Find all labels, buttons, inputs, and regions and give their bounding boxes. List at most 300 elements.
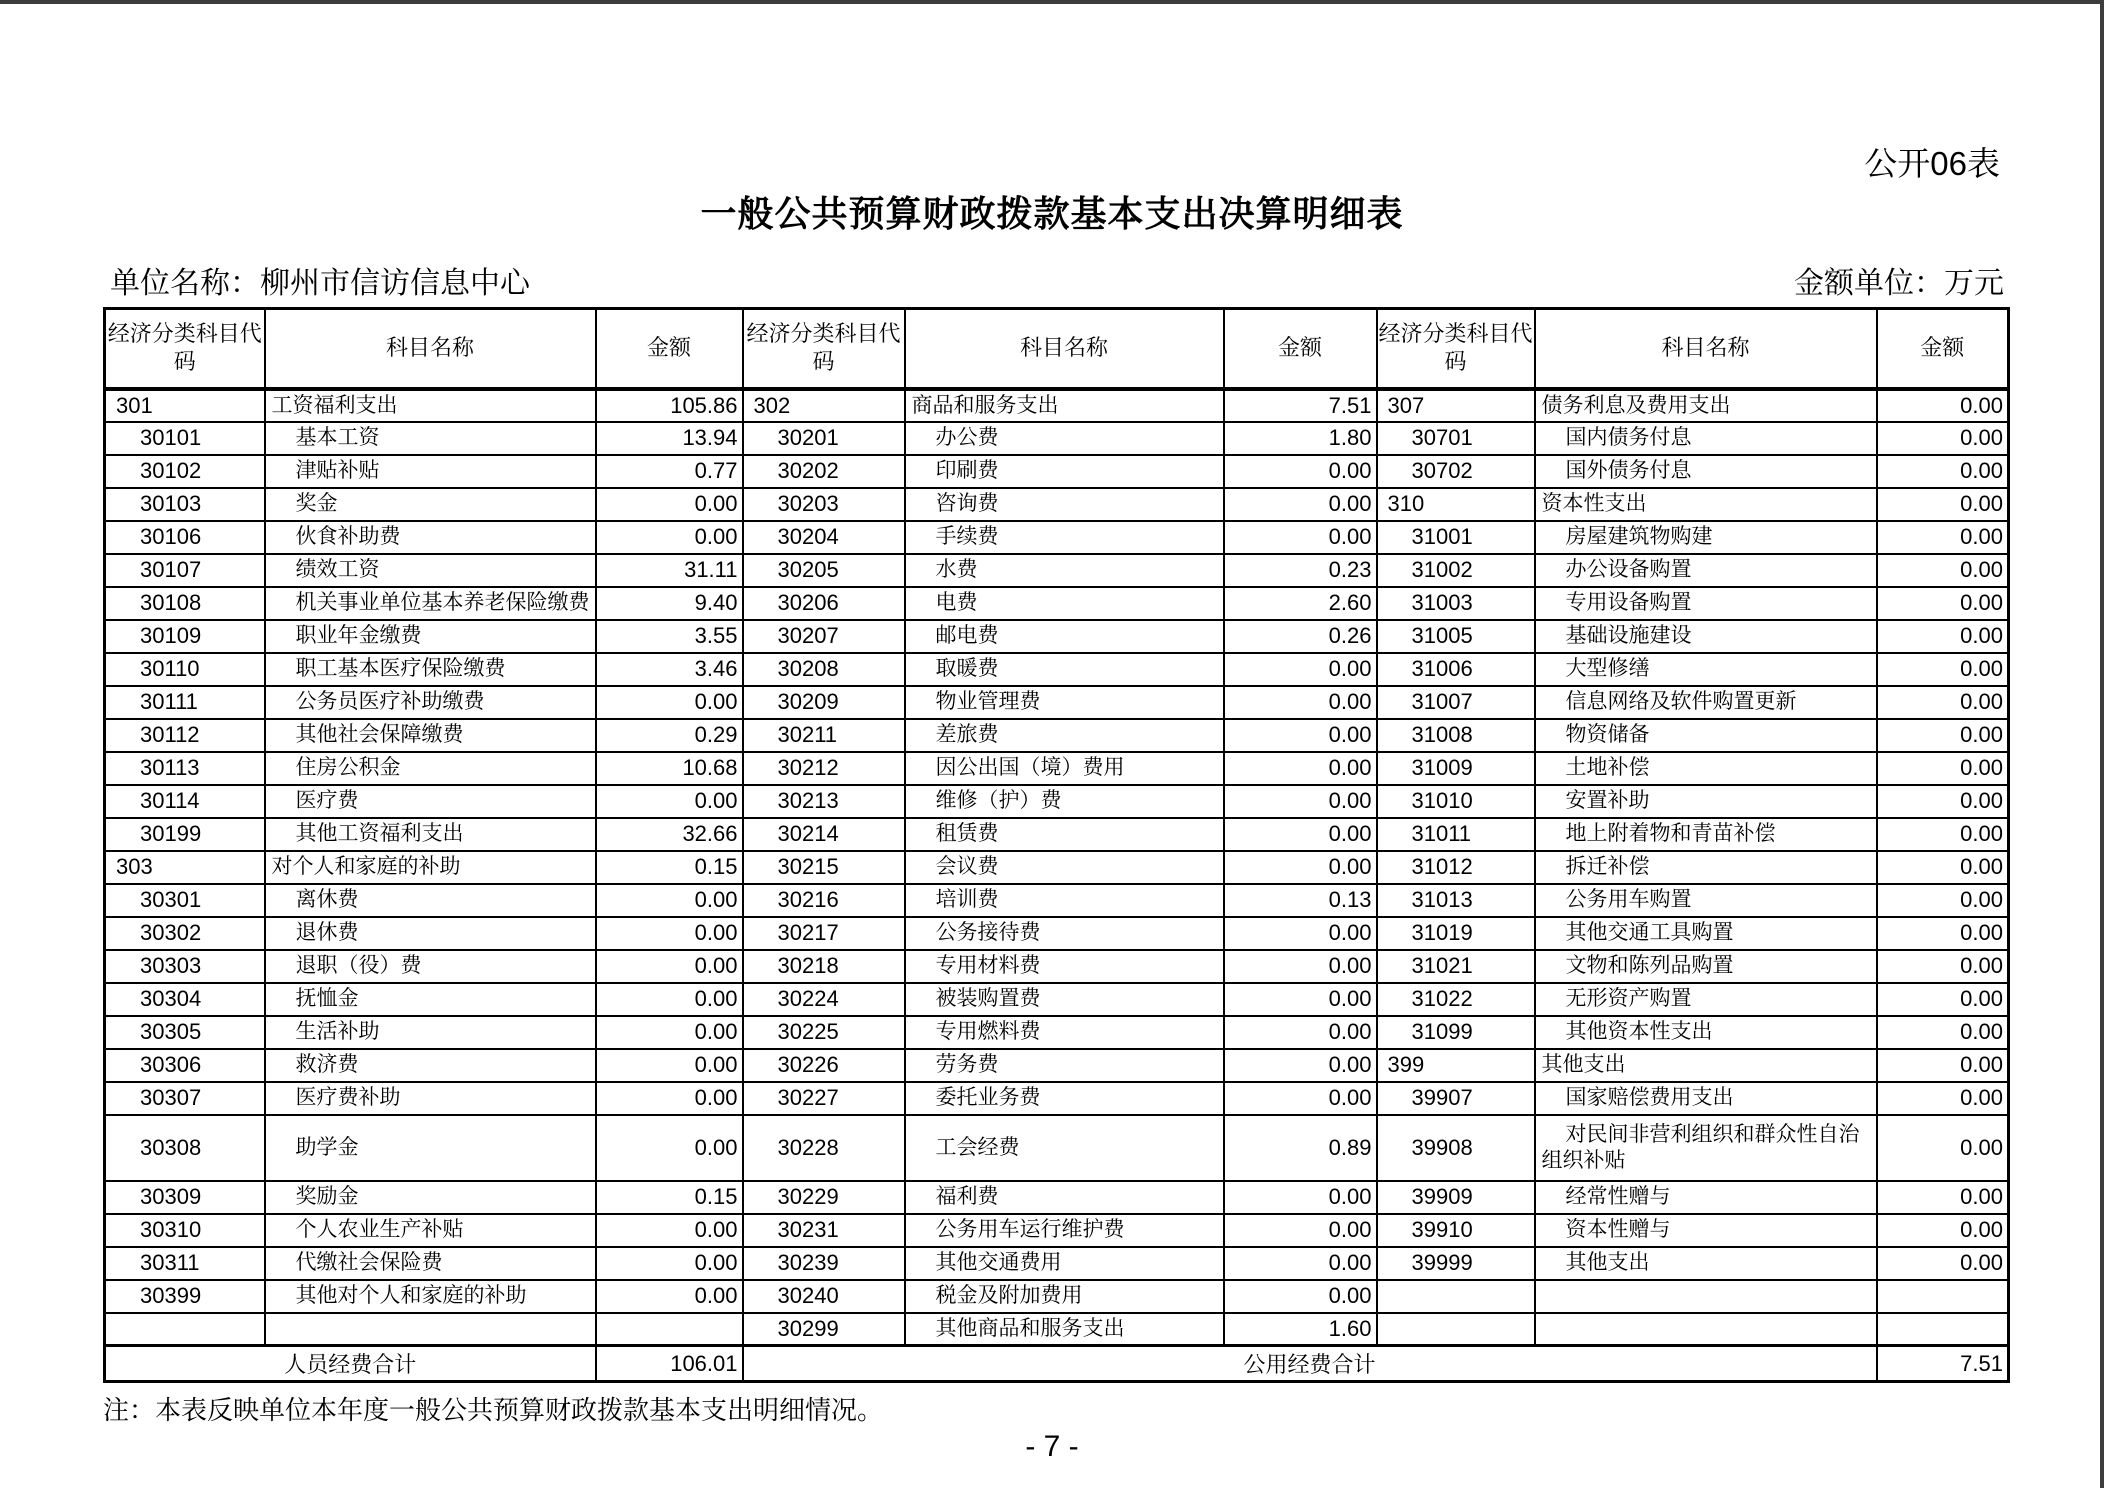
- amount-cell: 0.00: [1224, 818, 1377, 851]
- code-cell: 302: [743, 389, 905, 422]
- subject-name-cell: 住房公积金: [265, 752, 596, 785]
- amount-cell: 0.00: [596, 488, 743, 521]
- code-cell: 31013: [1377, 884, 1535, 917]
- subject-name-cell: 公务用车运行维护费: [905, 1214, 1224, 1247]
- subject-name-cell: 其他社会保障缴费: [265, 719, 596, 752]
- subject-name-cell: 土地补偿: [1535, 752, 1877, 785]
- header-code-col1: 经济分类科目代码: [105, 309, 265, 389]
- subject-name-cell: 对民间非营利组织和群众性自治组织补贴: [1535, 1115, 1877, 1181]
- subject-name-cell: 水费: [905, 554, 1224, 587]
- amount-cell: [596, 1313, 743, 1346]
- code-cell: 30199: [105, 818, 265, 851]
- code-cell: 30101: [105, 422, 265, 455]
- code-cell: 30204: [743, 521, 905, 554]
- subject-name-cell: 退职（役）费: [265, 950, 596, 983]
- code-cell: 31006: [1377, 653, 1535, 686]
- code-cell: 30701: [1377, 422, 1535, 455]
- table-row: [105, 1247, 2009, 1280]
- subject-name-cell: 因公出国（境）费用: [905, 752, 1224, 785]
- subject-name-cell: 无形资产购置: [1535, 983, 1877, 1016]
- subject-name-cell: 工资福利支出: [265, 389, 596, 422]
- amount-cell: 0.00: [596, 1247, 743, 1280]
- code-cell: 30112: [105, 719, 265, 752]
- header-code-col2: 经济分类科目代码: [743, 309, 905, 389]
- expenditure-detail-table: [103, 307, 2010, 1383]
- subject-name-cell: 手续费: [905, 521, 1224, 554]
- amount-cell: 0.00: [596, 1280, 743, 1313]
- amount-cell: 0.00: [1224, 1214, 1377, 1247]
- amount-cell: 0.00: [596, 521, 743, 554]
- subject-name-cell: 基础设施建设: [1535, 620, 1877, 653]
- subject-name-cell: 其他支出: [1535, 1049, 1877, 1082]
- code-cell: 30240: [743, 1280, 905, 1313]
- subject-name-cell: 津贴补贴: [265, 455, 596, 488]
- subject-name-cell: 公务接待费: [905, 917, 1224, 950]
- code-cell: 31010: [1377, 785, 1535, 818]
- subject-name-cell: 差旅费: [905, 719, 1224, 752]
- table-row: [105, 521, 2009, 554]
- code-cell: 30228: [743, 1115, 905, 1181]
- subject-name-cell: 专用设备购置: [1535, 587, 1877, 620]
- code-cell: 30114: [105, 785, 265, 818]
- amount-cell: 32.66: [596, 818, 743, 851]
- amount-cell: 0.00: [1877, 1082, 2009, 1115]
- table-total-row: [105, 1346, 2009, 1382]
- table-row: [105, 719, 2009, 752]
- amount-cell: 0.00: [1877, 917, 2009, 950]
- amount-cell: 3.46: [596, 653, 743, 686]
- amount-cell: 2.60: [1224, 587, 1377, 620]
- code-cell: 301: [105, 389, 265, 422]
- amount-cell: 0.00: [1224, 851, 1377, 884]
- subject-name-cell: 职业年金缴费: [265, 620, 596, 653]
- table-row: [105, 389, 2009, 422]
- subject-name-cell: [1535, 1280, 1877, 1313]
- code-cell: 30216: [743, 884, 905, 917]
- code-cell: 30308: [105, 1115, 265, 1181]
- amount-cell: 0.00: [1877, 455, 2009, 488]
- code-cell: 31009: [1377, 752, 1535, 785]
- table-row: [105, 950, 2009, 983]
- amount-cell: 0.00: [1224, 983, 1377, 1016]
- subject-name-cell: 职工基本医疗保险缴费: [265, 653, 596, 686]
- page-title: 一般公共预算财政拨款基本支出决算明细表: [700, 193, 1404, 234]
- code-cell: 30202: [743, 455, 905, 488]
- amount-cell: 0.00: [1877, 785, 2009, 818]
- code-cell: 31003: [1377, 587, 1535, 620]
- amount-cell: 0.00: [1224, 950, 1377, 983]
- header-amount-col3: 金额: [1877, 309, 2009, 389]
- amount-cell: 0.00: [1877, 950, 2009, 983]
- amount-unit-label: 金额单位：万元: [1794, 267, 2004, 300]
- subject-name-cell: 印刷费: [905, 455, 1224, 488]
- subject-name-cell: 国内债务付息: [1535, 422, 1877, 455]
- code-cell: 307: [1377, 389, 1535, 422]
- amount-cell: 0.00: [1224, 686, 1377, 719]
- subject-name-cell: 个人农业生产补贴: [265, 1214, 596, 1247]
- amount-cell: 0.00: [1224, 521, 1377, 554]
- subject-name-cell: 文物和陈列品购置: [1535, 950, 1877, 983]
- subject-name-cell: 资本性支出: [1535, 488, 1877, 521]
- amount-cell: 0.00: [596, 1049, 743, 1082]
- subject-name-cell: 电费: [905, 587, 1224, 620]
- personnel-total-amount: 106.01: [596, 1346, 743, 1382]
- table-row: [105, 1115, 2009, 1181]
- subject-name-cell: 医疗费: [265, 785, 596, 818]
- amount-cell: 0.00: [1224, 1016, 1377, 1049]
- subject-name-cell: 绩效工资: [265, 554, 596, 587]
- subject-name-cell: 邮电费: [905, 620, 1224, 653]
- code-cell: 30113: [105, 752, 265, 785]
- subject-name-cell: 其他交通工具购置: [1535, 917, 1877, 950]
- code-cell: 39908: [1377, 1115, 1535, 1181]
- code-cell: 39999: [1377, 1247, 1535, 1280]
- subject-name-cell: 代缴社会保险费: [265, 1247, 596, 1280]
- table-row: [105, 422, 2009, 455]
- amount-cell: 0.00: [1877, 884, 2009, 917]
- code-cell: 30206: [743, 587, 905, 620]
- amount-cell: 0.00: [1877, 1115, 2009, 1181]
- table-row: [105, 1016, 2009, 1049]
- amount-cell: 0.00: [1877, 620, 2009, 653]
- code-cell: 30304: [105, 983, 265, 1016]
- code-cell: 31011: [1377, 818, 1535, 851]
- code-cell: 31005: [1377, 620, 1535, 653]
- code-cell: 30109: [105, 620, 265, 653]
- subject-name-cell: 生活补助: [265, 1016, 596, 1049]
- subject-name-cell: 奖励金: [265, 1181, 596, 1214]
- amount-cell: 0.00: [1224, 1181, 1377, 1214]
- header-name-col2: 科目名称: [905, 309, 1224, 389]
- amount-cell: 0.00: [1877, 1181, 2009, 1214]
- code-cell: 30111: [105, 686, 265, 719]
- code-cell: 31012: [1377, 851, 1535, 884]
- amount-cell: 0.00: [1224, 1049, 1377, 1082]
- amount-cell: 0.00: [1877, 389, 2009, 422]
- code-cell: 30299: [743, 1313, 905, 1346]
- code-cell: 31001: [1377, 521, 1535, 554]
- code-cell: 30212: [743, 752, 905, 785]
- subject-name-cell: 拆迁补偿: [1535, 851, 1877, 884]
- code-cell: 31007: [1377, 686, 1535, 719]
- amount-cell: 0.77: [596, 455, 743, 488]
- code-cell: 30311: [105, 1247, 265, 1280]
- table-row: [105, 488, 2009, 521]
- amount-cell: 0.15: [596, 1181, 743, 1214]
- subject-name-cell: 劳务费: [905, 1049, 1224, 1082]
- subject-name-cell: 抚恤金: [265, 983, 596, 1016]
- code-cell: 30213: [743, 785, 905, 818]
- code-cell: 30227: [743, 1082, 905, 1115]
- subject-name-cell: 公务员医疗补助缴费: [265, 686, 596, 719]
- amount-cell: 0.00: [1224, 752, 1377, 785]
- table-row: [105, 686, 2009, 719]
- amount-cell: 0.00: [1877, 851, 2009, 884]
- code-cell: 31022: [1377, 983, 1535, 1016]
- amount-cell: 0.00: [1224, 1280, 1377, 1313]
- code-cell: 30107: [105, 554, 265, 587]
- amount-cell: 0.00: [1877, 521, 2009, 554]
- code-cell: 30239: [743, 1247, 905, 1280]
- code-cell: 30231: [743, 1214, 905, 1247]
- subject-name-cell: 房屋建筑物购建: [1535, 521, 1877, 554]
- code-cell: 303: [105, 851, 265, 884]
- amount-cell: 0.00: [1877, 1247, 2009, 1280]
- code-cell: 30103: [105, 488, 265, 521]
- code-cell: 30225: [743, 1016, 905, 1049]
- subject-name-cell: 安置补助: [1535, 785, 1877, 818]
- subject-name-cell: 商品和服务支出: [905, 389, 1224, 422]
- code-cell: 30306: [105, 1049, 265, 1082]
- code-cell: 30702: [1377, 455, 1535, 488]
- subject-name-cell: 办公设备购置: [1535, 554, 1877, 587]
- amount-cell: 1.80: [1224, 422, 1377, 455]
- code-cell: 30307: [105, 1082, 265, 1115]
- code-cell: 30108: [105, 587, 265, 620]
- amount-cell: 0.00: [596, 1016, 743, 1049]
- subject-name-cell: 救济费: [265, 1049, 596, 1082]
- code-cell: 30302: [105, 917, 265, 950]
- header-name-col1: 科目名称: [265, 309, 596, 389]
- amount-cell: 0.00: [596, 950, 743, 983]
- subject-name-cell: 资本性赠与: [1535, 1214, 1877, 1247]
- amount-cell: 0.23: [1224, 554, 1377, 587]
- table-row: [105, 587, 2009, 620]
- subject-name-cell: 国家赔偿费用支出: [1535, 1082, 1877, 1115]
- subject-name-cell: 助学金: [265, 1115, 596, 1181]
- table-row: [105, 1082, 2009, 1115]
- code-cell: 30303: [105, 950, 265, 983]
- code-cell: 30214: [743, 818, 905, 851]
- subject-name-cell: 被装购置费: [905, 983, 1224, 1016]
- amount-cell: 0.00: [1877, 1214, 2009, 1247]
- amount-cell: 0.00: [1224, 1082, 1377, 1115]
- code-cell: 30211: [743, 719, 905, 752]
- subject-name-cell: 对个人和家庭的补助: [265, 851, 596, 884]
- public-funds-total-label: 公用经费合计: [743, 1346, 1877, 1382]
- amount-cell: 0.00: [596, 1214, 743, 1247]
- code-cell: 30102: [105, 455, 265, 488]
- code-cell: 30106: [105, 521, 265, 554]
- amount-cell: 0.00: [1877, 554, 2009, 587]
- subject-name-cell: 信息网络及软件购置更新: [1535, 686, 1877, 719]
- code-cell: 31002: [1377, 554, 1535, 587]
- subject-name-cell: 物资储备: [1535, 719, 1877, 752]
- code-cell: 39909: [1377, 1181, 1535, 1214]
- subject-name-cell: 取暖费: [905, 653, 1224, 686]
- subject-name-cell: 办公费: [905, 422, 1224, 455]
- amount-cell: 105.86: [596, 389, 743, 422]
- table-header-row: [105, 309, 2009, 389]
- amount-cell: [1877, 1280, 2009, 1313]
- subject-name-cell: 公务用车购置: [1535, 884, 1877, 917]
- subject-name-cell: 其他交通费用: [905, 1247, 1224, 1280]
- amount-cell: 0.00: [1877, 983, 2009, 1016]
- table-row: [105, 455, 2009, 488]
- amount-cell: 0.00: [596, 1082, 743, 1115]
- subject-name-cell: 会议费: [905, 851, 1224, 884]
- amount-cell: 1.60: [1224, 1313, 1377, 1346]
- subject-name-cell: 物业管理费: [905, 686, 1224, 719]
- code-cell: 310: [1377, 488, 1535, 521]
- amount-cell: 0.26: [1224, 620, 1377, 653]
- amount-cell: 0.00: [1224, 653, 1377, 686]
- code-cell: 31008: [1377, 719, 1535, 752]
- amount-cell: 0.89: [1224, 1115, 1377, 1181]
- amount-cell: 31.11: [596, 554, 743, 587]
- code-cell: 30209: [743, 686, 905, 719]
- subject-name-cell: 离休费: [265, 884, 596, 917]
- table-row: [105, 620, 2009, 653]
- form-code-label: 公开06表: [1864, 145, 2000, 182]
- code-cell: 30309: [105, 1181, 265, 1214]
- code-cell: 399: [1377, 1049, 1535, 1082]
- subject-name-cell: 其他支出: [1535, 1247, 1877, 1280]
- table-row: [105, 1214, 2009, 1247]
- footnote: 注：本表反映单位本年度一般公共预算财政拨款基本支出明细情况。: [103, 1395, 884, 1425]
- subject-name-cell: 租赁费: [905, 818, 1224, 851]
- header-name-col3: 科目名称: [1535, 309, 1877, 389]
- code-cell: 30110: [105, 653, 265, 686]
- subject-name-cell: 其他资本性支出: [1535, 1016, 1877, 1049]
- code-cell: 30207: [743, 620, 905, 653]
- subject-name-cell: 国外债务付息: [1535, 455, 1877, 488]
- amount-cell: 0.00: [1224, 455, 1377, 488]
- subject-name-cell: 专用燃料费: [905, 1016, 1224, 1049]
- amount-cell: 0.00: [1224, 917, 1377, 950]
- code-cell: 30301: [105, 884, 265, 917]
- amount-cell: 0.00: [1877, 818, 2009, 851]
- code-cell: 31021: [1377, 950, 1535, 983]
- amount-cell: 0.00: [1877, 752, 2009, 785]
- amount-cell: 0.15: [596, 851, 743, 884]
- header-amount-col1: 金额: [596, 309, 743, 389]
- code-cell: [1377, 1313, 1535, 1346]
- subject-name-cell: 培训费: [905, 884, 1224, 917]
- public-funds-total-amount: 7.51: [1877, 1346, 2009, 1382]
- amount-cell: 0.00: [596, 884, 743, 917]
- subject-name-cell: 维修（护）费: [905, 785, 1224, 818]
- header-amount-col2: 金额: [1224, 309, 1377, 389]
- code-cell: 30201: [743, 422, 905, 455]
- code-cell: 30203: [743, 488, 905, 521]
- subject-name-cell: 退休费: [265, 917, 596, 950]
- amount-cell: 0.00: [1877, 653, 2009, 686]
- amount-cell: 0.00: [1224, 785, 1377, 818]
- code-cell: 30217: [743, 917, 905, 950]
- table-row: [105, 653, 2009, 686]
- personnel-total-label: 人员经费合计: [105, 1346, 596, 1382]
- subject-name-cell: 福利费: [905, 1181, 1224, 1214]
- amount-cell: 3.55: [596, 620, 743, 653]
- code-cell: 39910: [1377, 1214, 1535, 1247]
- subject-name-cell: 工会经费: [905, 1115, 1224, 1181]
- header-code-col3: 经济分类科目代码: [1377, 309, 1535, 389]
- amount-cell: 10.68: [596, 752, 743, 785]
- code-cell: 31019: [1377, 917, 1535, 950]
- subject-name-cell: 基本工资: [265, 422, 596, 455]
- code-cell: 30205: [743, 554, 905, 587]
- amount-cell: 0.00: [596, 1115, 743, 1181]
- table-row: [105, 884, 2009, 917]
- code-cell: [105, 1313, 265, 1346]
- meta-row: [110, 258, 2004, 302]
- amount-cell: 0.00: [1877, 1016, 2009, 1049]
- table-row: [105, 554, 2009, 587]
- table-row: [105, 917, 2009, 950]
- subject-name-cell: 债务利息及费用支出: [1535, 389, 1877, 422]
- subject-name-cell: [265, 1313, 596, 1346]
- subject-name-cell: 大型修缮: [1535, 653, 1877, 686]
- amount-cell: 0.00: [596, 983, 743, 1016]
- table-row: [105, 1313, 2009, 1346]
- subject-name-cell: 其他对个人和家庭的补助: [265, 1280, 596, 1313]
- subject-name-cell: 其他工资福利支出: [265, 818, 596, 851]
- code-cell: 30399: [105, 1280, 265, 1313]
- subject-name-cell: 机关事业单位基本养老保险缴费: [265, 587, 596, 620]
- code-cell: 30226: [743, 1049, 905, 1082]
- code-cell: 39907: [1377, 1082, 1535, 1115]
- subject-name-cell: 委托业务费: [905, 1082, 1224, 1115]
- amount-cell: 0.00: [1877, 422, 2009, 455]
- subject-name-cell: 地上附着物和青苗补偿: [1535, 818, 1877, 851]
- code-cell: 30218: [743, 950, 905, 983]
- amount-cell: 0.00: [596, 917, 743, 950]
- subject-name-cell: 税金及附加费用: [905, 1280, 1224, 1313]
- amount-cell: [1877, 1313, 2009, 1346]
- subject-name-cell: 经常性赠与: [1535, 1181, 1877, 1214]
- subject-name-cell: 咨询费: [905, 488, 1224, 521]
- code-cell: 30305: [105, 1016, 265, 1049]
- amount-cell: 13.94: [596, 422, 743, 455]
- amount-cell: 0.13: [1224, 884, 1377, 917]
- amount-cell: 0.00: [1877, 587, 2009, 620]
- subject-name-cell: [1535, 1313, 1877, 1346]
- subject-name-cell: 其他商品和服务支出: [905, 1313, 1224, 1346]
- amount-cell: 0.00: [1877, 686, 2009, 719]
- subject-name-cell: 伙食补助费: [265, 521, 596, 554]
- table-row: [105, 785, 2009, 818]
- subject-name-cell: 医疗费补助: [265, 1082, 596, 1115]
- code-cell: 31099: [1377, 1016, 1535, 1049]
- table-row: [105, 851, 2009, 884]
- amount-cell: 0.00: [1224, 719, 1377, 752]
- code-cell: 30229: [743, 1181, 905, 1214]
- amount-cell: 0.00: [1224, 488, 1377, 521]
- table-row: [105, 1181, 2009, 1214]
- subject-name-cell: 专用材料费: [905, 950, 1224, 983]
- code-cell: 30224: [743, 983, 905, 1016]
- table-row: [105, 818, 2009, 851]
- page-number: - 7 -: [1025, 1430, 1079, 1463]
- amount-cell: 0.29: [596, 719, 743, 752]
- page-edge-top: [0, 0, 2104, 4]
- amount-cell: 0.00: [1877, 488, 2009, 521]
- table-row: [105, 983, 2009, 1016]
- code-cell: 30208: [743, 653, 905, 686]
- table-row: [105, 1049, 2009, 1082]
- table-row: [105, 1280, 2009, 1313]
- subject-name-cell: 奖金: [265, 488, 596, 521]
- amount-cell: 0.00: [1877, 1049, 2009, 1082]
- amount-cell: 9.40: [596, 587, 743, 620]
- code-cell: 30215: [743, 851, 905, 884]
- amount-cell: 0.00: [1224, 1247, 1377, 1280]
- amount-cell: 0.00: [596, 686, 743, 719]
- unit-name-label: 单位名称：柳州市信访信息中心: [110, 267, 530, 300]
- table-row: [105, 752, 2009, 785]
- code-cell: 30310: [105, 1214, 265, 1247]
